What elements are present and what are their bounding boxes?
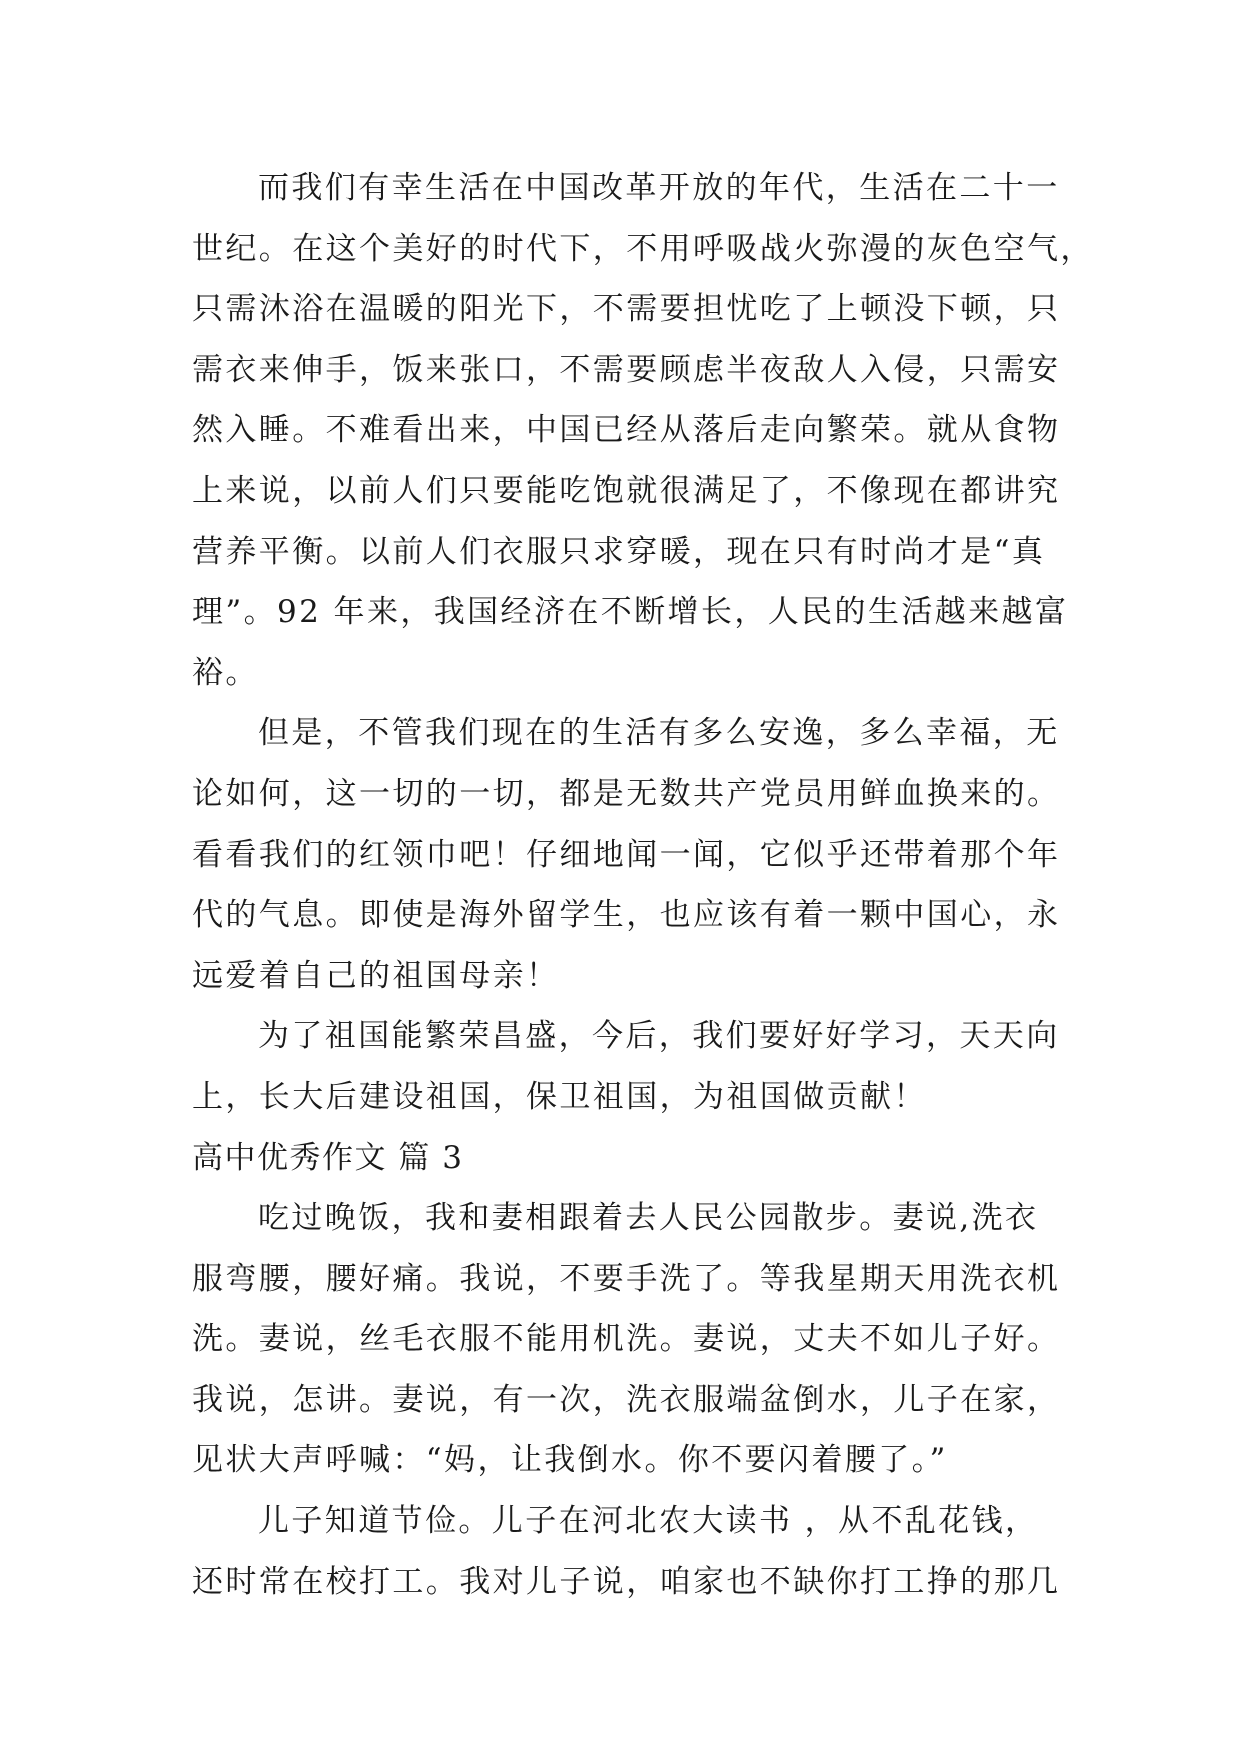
paragraph-line: 上来说，以前人们只要能吃饱就很满足了，不像现在都讲究	[192, 472, 1061, 509]
paragraph-line: 服弯腰，腰好痛。我说，不要手洗了。等我星期天用洗衣机	[192, 1260, 1061, 1297]
paragraph-line: 营养平衡。以前人们衣服只求穿暖，现在只有时尚才是“真	[192, 533, 1046, 570]
paragraph-line: 理”。92 年来，我国经济在不断增长，人民的生活越来越富	[192, 594, 1069, 631]
paragraph-line: 我说，怎讲。妻说，有一次，洗衣服端盆倒水，儿子在家，	[192, 1381, 1061, 1418]
paragraph-line: 为了祖国能繁荣昌盛，今后，我们要好好学习，天天向	[258, 1018, 1060, 1055]
section-heading: 高中优秀作文 篇 3	[192, 1139, 464, 1176]
essay-body	[192, 158, 1094, 1612]
paragraph-line: 吃过晚饭，我和妻相跟着去人民公园散步。妻说,洗衣	[258, 1200, 1039, 1237]
paragraph-line: 只需沐浴在温暖的阳光下，不需要担忧吃了上顿没下顿，只	[192, 291, 1061, 328]
paragraph-line: 世纪。在这个美好的时代下，不用呼吸战火弥漫的灰色空气，	[192, 230, 1094, 267]
paragraph-line: 儿子知道节俭。儿子在河北农大读书 ，从不乱花钱，	[258, 1503, 1039, 1540]
paragraph-line: 洗。妻说，丝毛衣服不能用机洗。妻说，丈夫不如儿子好。	[192, 1321, 1061, 1358]
paragraph-line: 但是，不管我们现在的生活有多么安逸，多么幸福，无	[258, 715, 1060, 752]
paragraph-line: 代的气息。即使是海外留学生，也应该有着一颗中国心，永	[192, 897, 1061, 934]
paragraph-line: 需衣来伸手，饭来张口，不需要顾虑半夜敌人入侵，只需安	[192, 351, 1061, 388]
paragraph-line: 上，长大后建设祖国，保卫祖国，为祖国做贡献！	[192, 1078, 927, 1115]
paragraph-line: 见状大声呼喊：“妈，让我倒水。你不要闪着腰了。”	[192, 1442, 948, 1479]
paragraph-line: 看看我们的红领巾吧！仔细地闻一闻，它似乎还带着那个年	[192, 836, 1061, 873]
paragraph-line: 还时常在校打工。我对儿子说，咱家也不缺你打工挣的那几	[192, 1563, 1061, 1600]
paragraph-line: 然入睡。不难看出来，中国已经从落后走向繁荣。就从食物	[192, 412, 1061, 449]
paragraph-line: 裕。	[192, 654, 259, 691]
paragraph-line: 论如何，这一切的一切，都是无数共产党员用鲜血换来的。	[192, 775, 1061, 812]
paragraph-line: 远爱着自己的祖国母亲！	[192, 957, 560, 994]
paragraph-line: 而我们有幸生活在中国改革开放的年代，生活在二十一	[258, 170, 1060, 206]
